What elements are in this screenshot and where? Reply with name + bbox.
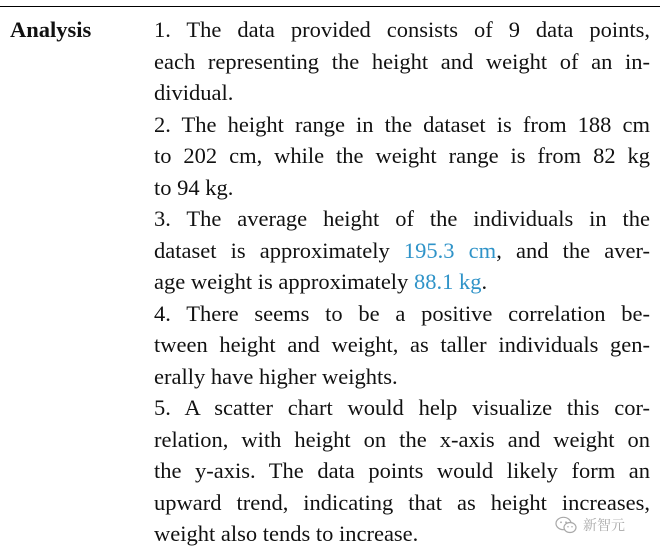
text-segment: each representing the height and weight of an in- [154,48,650,74]
analysis-line [154,77,650,109]
text-segment: to 202 cm, while the weight range is from 82 kg [154,143,650,168]
analysis-line [154,455,650,487]
analysis-line [154,109,650,141]
watermark [555,515,625,535]
text-segment: erally have higher weights. [154,363,398,389]
text-segment: 1. The data provided consists of 9 data points, [154,17,650,42]
text-segment: relation, with height on the x-axis and weight on [154,426,650,452]
analysis-line [154,361,650,393]
analysis-line [154,392,650,424]
text-segment: tween height and weight, as taller individuals gen- [154,332,650,357]
analysis-line [154,172,650,204]
text-segment: dataset is approximately [154,237,404,263]
analysis-line [154,298,650,330]
text-segment: 4. There seems to be a positive correlation be- [154,300,650,326]
text-segment: 3. The average height of the individuals in the [154,206,650,231]
analysis-line [154,424,650,456]
text-segment: weight also tends to increase. [154,521,419,546]
text-segment: dividual. [154,80,234,105]
text-segment: . [481,269,488,294]
text-segment: age weight is approximately [154,269,414,294]
analysis-line [154,203,650,235]
text-segment: the y-axis. The data points would likely form an [154,458,650,483]
text-segment: 2. The height range in the dataset is from 188 cm [154,111,650,137]
text-segment: , and the aver- [496,237,651,263]
analysis-text [154,14,650,550]
table-top-rule [0,6,660,7]
analysis-line [154,329,650,361]
analysis-line [154,14,650,46]
watermark-text: 新智元 [583,518,625,534]
text-segment: 5. A scatter chart would help visualize this cor- [154,395,650,420]
analysis-line [154,46,650,78]
wechat-icon [555,516,577,534]
text-segment: to 94 kg. [154,174,234,200]
analysis-line [154,235,650,267]
text-segment: upward trend, indicating that as height increases, [154,489,650,515]
analysis-line [154,140,650,172]
row-label: Analysis [10,17,92,42]
highlighted-value: 88.1 kg [413,269,482,294]
highlighted-value: 195.3 cm [403,237,497,263]
analysis-line [154,266,650,298]
analysis-line [154,487,650,519]
